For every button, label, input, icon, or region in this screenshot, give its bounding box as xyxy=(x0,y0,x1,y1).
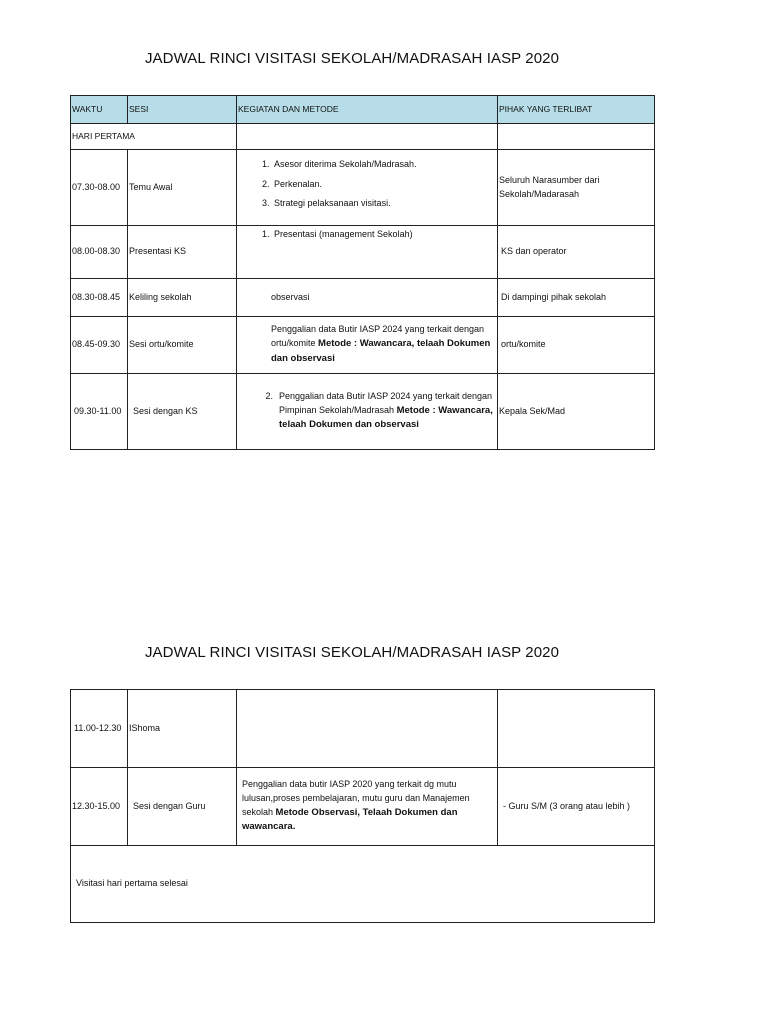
cell-pihak: KS dan operator xyxy=(498,226,655,279)
cell-kegiatan xyxy=(237,374,498,450)
table-row xyxy=(71,768,655,846)
cell-waktu: 12.30-15.00 xyxy=(71,768,128,846)
table-row xyxy=(71,374,655,450)
cell-pihak: ortu/komite xyxy=(498,317,655,374)
cell-sesi: Sesi dengan KS xyxy=(128,374,237,450)
cell-waktu: 07.30-08.00 xyxy=(71,150,128,226)
cell-sesi: IShoma xyxy=(128,690,237,768)
activity-text: Penggalian data Butir IASP 2024 yang terkait dengan Pimpinan Sekolah/Madrasah xyxy=(279,390,492,415)
cell-kegiatan xyxy=(237,150,498,226)
list-item: 1. Asesor diterima Sekolah/Madrasah. xyxy=(272,158,496,172)
page-title: JADWAL RINCI VISITASI SEKOLAH/MADRASAH IASP 2020 xyxy=(144,644,560,661)
page-title: JADWAL RINCI VISITASI SEKOLAH/MADRASAH IASP 2020 xyxy=(144,50,560,67)
activity-content xyxy=(279,390,496,433)
list-item: 3. Strategi pelaksanaan visitasi. xyxy=(272,197,496,211)
table-row xyxy=(71,690,655,768)
activity-list xyxy=(238,158,496,212)
cell-kegiatan: observasi xyxy=(237,279,498,317)
cell-waktu: 09.30-11.00 xyxy=(71,374,128,450)
day-label: HARI PERTAMA xyxy=(71,124,237,150)
cell-kegiatan xyxy=(237,690,498,768)
empty-cell xyxy=(237,124,498,150)
closing-note: Visitasi hari pertama selesai xyxy=(71,846,655,923)
activity-list xyxy=(238,228,496,242)
table-row xyxy=(71,317,655,374)
cell-kegiatan xyxy=(237,317,498,374)
table-header-row xyxy=(71,96,655,124)
cell-waktu: 08.45-09.30 xyxy=(71,317,128,374)
activity-text: Penggalian data butir IASP 2020 yang terkait dg mutu lulusan,proses pembelajaran, mutu guru dan Manajemen sekolah xyxy=(242,778,470,817)
header-waktu: WAKTU xyxy=(71,96,128,124)
method-text: Metode : Wawancara, telaah Dokumen dan observasi xyxy=(271,338,491,364)
cell-sesi: Temu Awal xyxy=(128,150,237,226)
empty-cell xyxy=(498,124,655,150)
activity-text: Penggalian data Butir IASP 2024 yang terkait dengan ortu/komite xyxy=(271,324,484,349)
header-sesi: SESI xyxy=(128,96,237,124)
cell-waktu: 08.30-08.45 xyxy=(71,279,128,317)
cell-kegiatan xyxy=(237,768,498,846)
header-pihak: PIHAK YANG TERLIBAT xyxy=(498,96,655,124)
day-row xyxy=(71,124,655,150)
cell-waktu: 08.00-08.30 xyxy=(71,226,128,279)
list-item: 1. Presentasi (management Sekolah) xyxy=(272,228,496,242)
cell-kegiatan xyxy=(237,226,498,279)
list-number: 2. xyxy=(265,390,273,401)
method-text: Metode Observasi, Telaah Dokumen dan wawancara. xyxy=(242,806,458,833)
cell-pihak: Di dampingi pihak sekolah xyxy=(498,279,655,317)
cell-sesi: Sesi dengan Guru xyxy=(128,768,237,846)
cell-pihak xyxy=(498,690,655,768)
list-item: 2. Perkenalan. xyxy=(272,178,496,192)
schedule-table xyxy=(70,689,655,923)
header-kegiatan: KEGIATAN DAN METODE xyxy=(237,96,498,124)
schedule-table xyxy=(70,95,655,450)
table-row xyxy=(71,150,655,226)
table-row xyxy=(71,846,655,923)
table-row xyxy=(71,226,655,279)
method-text: Metode : Wawancara, telaah Dokumen dan observasi xyxy=(279,404,493,431)
cell-waktu: 11.00-12.30 xyxy=(71,690,128,768)
table-row xyxy=(71,279,655,317)
cell-sesi: Presentasi KS xyxy=(128,226,237,279)
cell-sesi: Keliling sekolah xyxy=(128,279,237,317)
cell-pihak: Kepala Sek/Mad xyxy=(498,374,655,450)
cell-sesi: Sesi ortu/komite xyxy=(128,317,237,374)
cell-pihak: Seluruh Narasumber dari Sekolah/Madarasah xyxy=(498,150,655,226)
cell-pihak: - Guru S/M (3 orang atau lebih ) xyxy=(498,768,655,846)
